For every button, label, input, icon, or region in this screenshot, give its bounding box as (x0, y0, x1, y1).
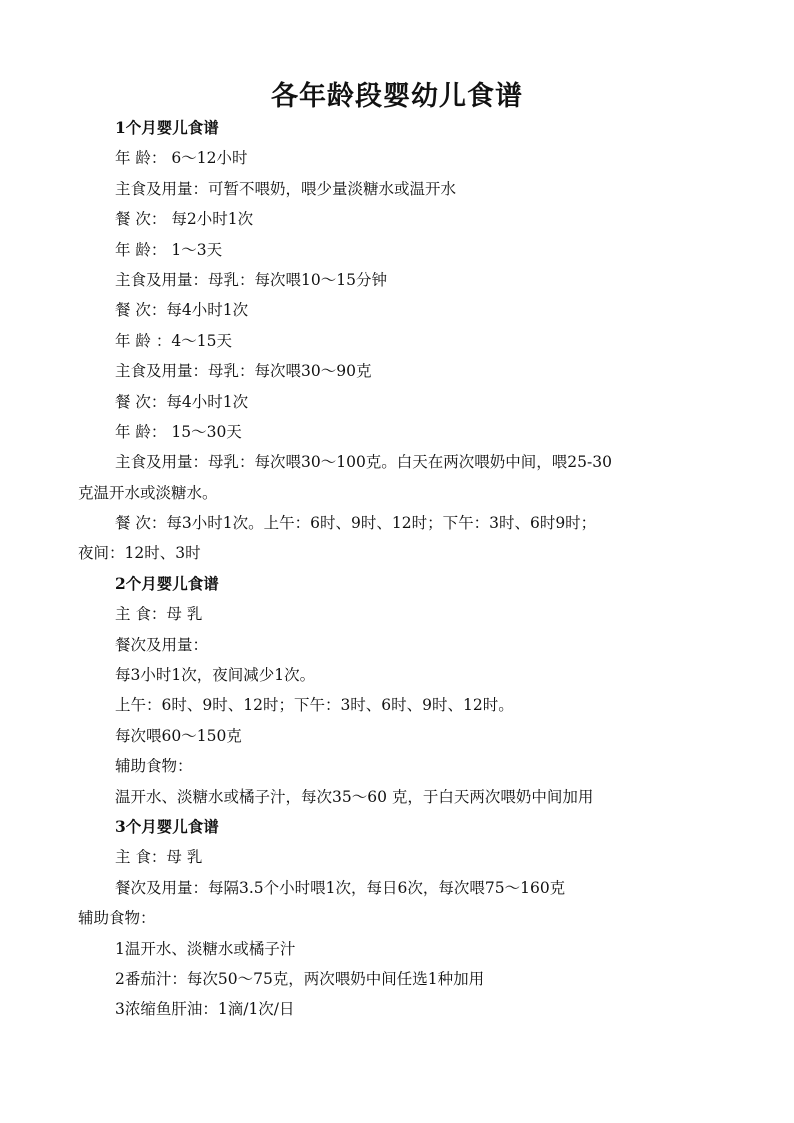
text-line: 餐 次： 每2小时1次 (115, 210, 254, 229)
text-line: 餐 次：每3小时1次。上午：6时、9时、12时；下午：3时、6时9时； (115, 514, 597, 533)
text-line: 年 龄 ：4～15天 (115, 331, 232, 350)
text-line: 年 龄： 15～30天 (115, 422, 242, 441)
text-line: 3浓缩鱼肝油：1滴/1次/日 (115, 1000, 295, 1019)
section-heading-month-1: 1个月婴儿食谱 (115, 118, 219, 137)
text-line: 餐次及用量：每隔3.5个小时喂1次，每日6次，每次喂75～160克 (115, 878, 566, 897)
text-line-continued: 辅助食物： (78, 909, 156, 928)
text-line: 主 食：母 乳 (115, 848, 203, 867)
text-line: 年 龄： 1～3天 (115, 240, 223, 259)
text-line: 温开水、淡糖水或橘子汁，每次35～60 克，于白天两次喂奶中间加用 (115, 787, 594, 806)
text-line: 上午：6时、9时、12时；下午：3时、6时、9时、12时。 (115, 696, 514, 715)
text-line: 餐 次：每4小时1次 (115, 392, 249, 411)
text-line-continued: 夜间：12时、3时 (78, 544, 201, 563)
text-line: 主 食：母 乳 (115, 605, 203, 624)
text-line: 主食及用量：可暂不喂奶，喂少量淡糖水或温开水 (115, 179, 457, 198)
text-line: 主食及用量：母乳：每次喂10～15分钟 (115, 270, 387, 289)
text-line-continued: 克温开水或淡糖水。 (78, 483, 218, 502)
text-line: 每3小时1次，夜间减少1次。 (115, 666, 316, 685)
text-line: 主食及用量：母乳：每次喂30～100克。白天在两次喂奶中间，喂25-30 (115, 453, 612, 472)
text-line: 年 龄： 6～12小时 (115, 149, 248, 168)
text-line: 辅助食物： (115, 757, 193, 776)
document-title: 各年龄段婴幼儿食谱 (271, 81, 523, 112)
text-line: 每次喂60～150克 (115, 726, 242, 745)
text-line: 主食及用量：母乳：每次喂30～90克 (115, 362, 372, 381)
text-line: 餐次及用量： (115, 635, 209, 654)
document-body (78, 113, 718, 1025)
section-heading-month-2: 2个月婴儿食谱 (115, 573, 219, 593)
section-heading-month-3: 3个月婴儿食谱 (115, 816, 219, 836)
text-line: 餐 次：每4小时1次 (115, 301, 249, 320)
text-line: 2番茄汁：每次50～75克，两次喂奶中间任选1种加用 (115, 969, 485, 988)
text-line: 1温开水、淡糖水或橘子汁 (115, 939, 296, 958)
